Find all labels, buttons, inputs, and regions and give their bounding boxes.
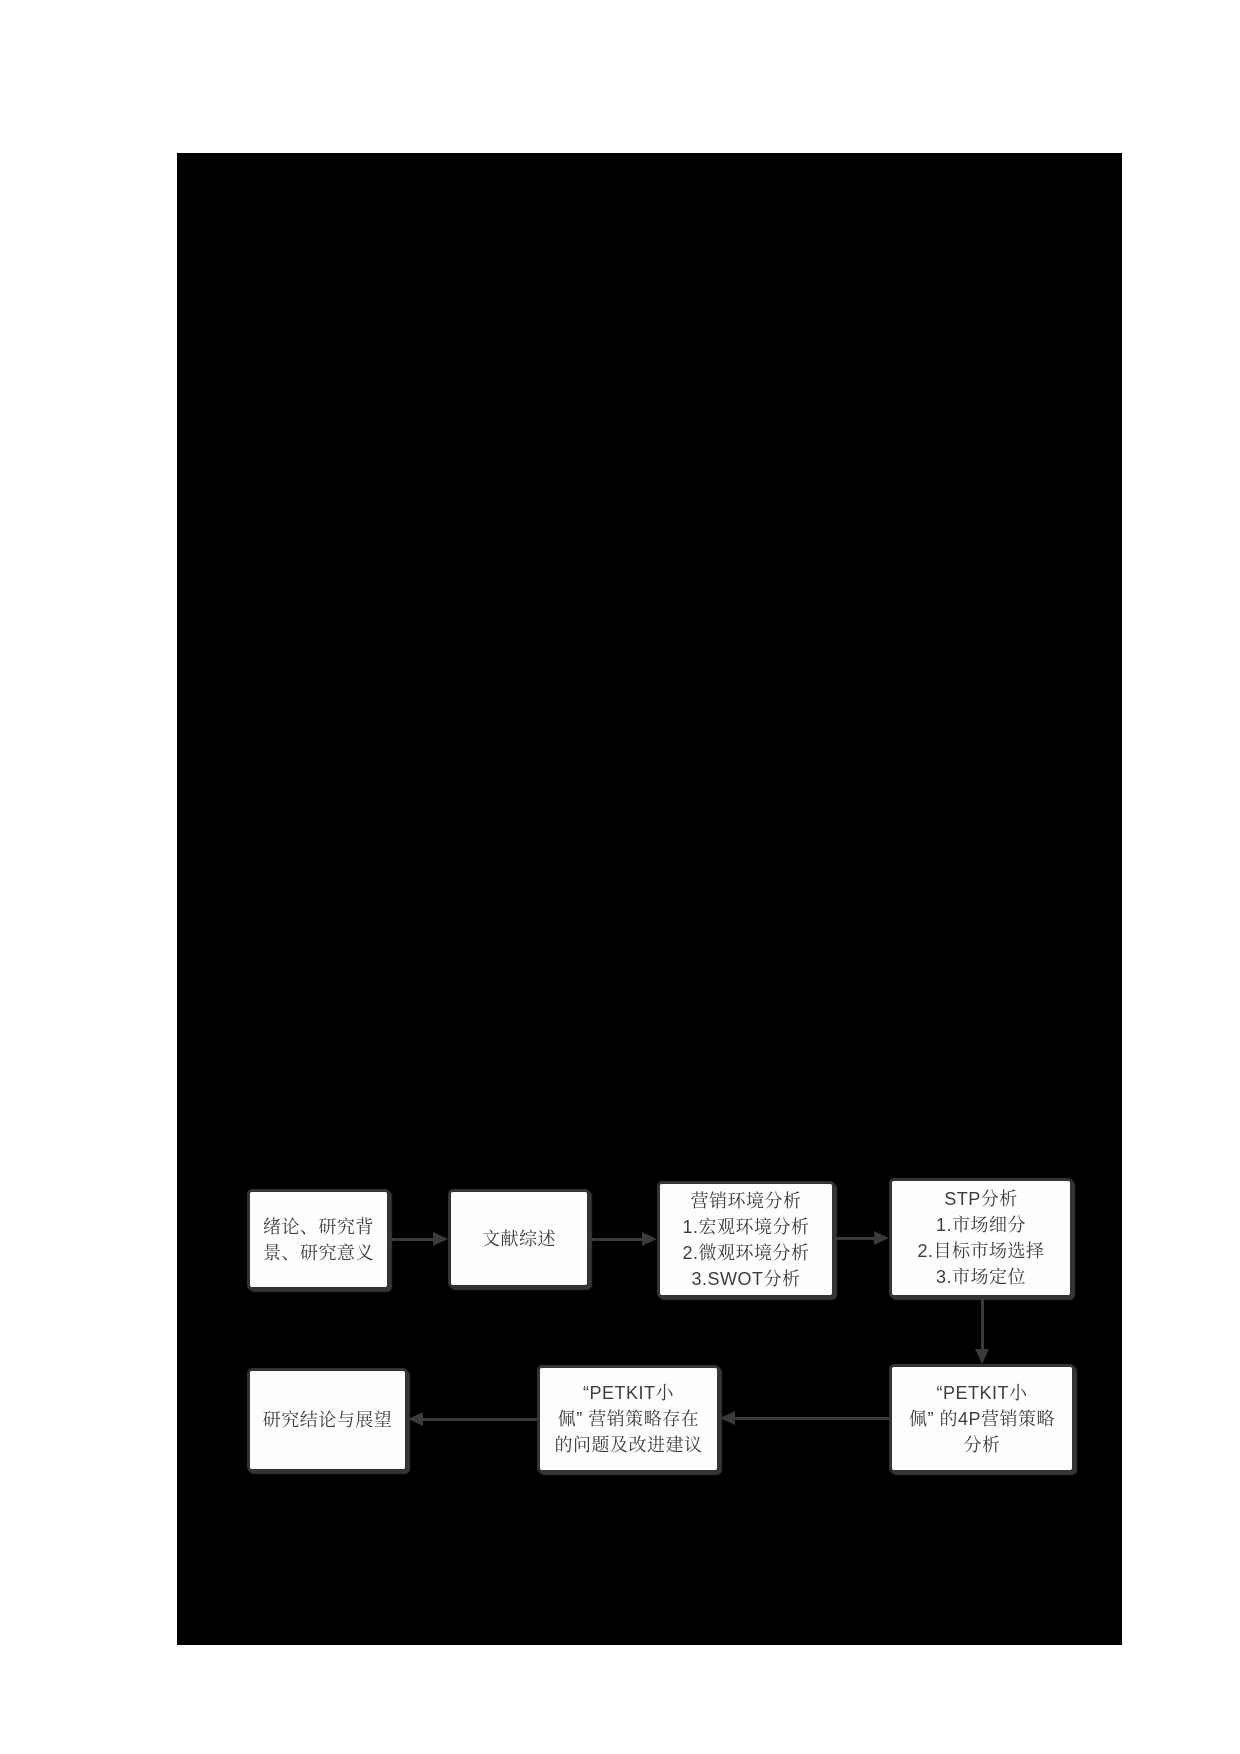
flow-box-problems-suggestions-line-3: 的问题及改进建议 (554, 1435, 703, 1455)
figure-image (177, 153, 1122, 1645)
flow-box-stp-analysis-line-4: 3.市场定位 (935, 1267, 1026, 1287)
flow-box-literature-review (448, 1189, 590, 1288)
arrow-head-right-icon (642, 1232, 657, 1246)
flow-box-problems-suggestions-line-1: “PETKIT小 (582, 1383, 674, 1403)
arrow-environment-to-stp (835, 1231, 889, 1246)
flow-box-marketing-environment-line-1: 营销环境分析 (690, 1190, 802, 1211)
flow-box-problems-suggestions (537, 1365, 720, 1473)
arrow-head-right-icon (433, 1232, 448, 1246)
flow-box-4p-strategy-line-1: “PETKIT小 (936, 1382, 1028, 1403)
flow-box-intro-line-2: 景、研究意义 (263, 1242, 374, 1263)
flow-box-stp-analysis (889, 1178, 1073, 1298)
arrow-literature-to-environment (590, 1232, 657, 1247)
arrow-head-down-icon (975, 1349, 989, 1364)
arrow-intro-to-literature (390, 1232, 448, 1247)
flow-box-stp-analysis-line-2: 1.市场细分 (935, 1215, 1026, 1235)
flow-box-stp-analysis-line-3: 2.目标市场选择 (917, 1241, 1045, 1261)
arrow-shaft (390, 1238, 435, 1241)
flow-box-stp-analysis-line-1: STP分析 (944, 1189, 1018, 1209)
flow-box-problems-suggestions-line-2: 佩” 营销策略存在 (557, 1409, 700, 1429)
arrow-problems-to-conclusion (408, 1412, 537, 1427)
arrow-4p-to-problems (720, 1411, 889, 1426)
flow-box-conclusion-line-1: 研究结论与展望 (262, 1410, 393, 1430)
flow-box-4p-strategy-line-2: 佩” 的4P营销策略 (908, 1408, 1055, 1429)
flow-box-intro (247, 1189, 390, 1290)
arrow-head-right-icon (874, 1231, 889, 1245)
arrow-shaft (835, 1237, 876, 1240)
flow-box-marketing-environment (657, 1181, 835, 1298)
flow-box-marketing-environment-line-2: 1.宏观环境分析 (682, 1216, 810, 1237)
arrow-head-left-icon (408, 1412, 423, 1426)
arrow-head-left-icon (720, 1411, 735, 1425)
arrow-shaft (733, 1417, 889, 1420)
flow-box-literature-review-line-1: 文献综述 (482, 1228, 556, 1249)
flow-box-conclusion (247, 1368, 408, 1472)
arrow-stp-to-4p (975, 1298, 990, 1364)
flow-box-4p-strategy (889, 1364, 1075, 1473)
arrow-shaft (421, 1418, 537, 1421)
flow-box-marketing-environment-line-3: 2.微观环境分析 (682, 1242, 810, 1263)
flow-box-intro-line-1: 绪论、研究背 (263, 1216, 374, 1237)
arrow-shaft (590, 1238, 644, 1241)
flow-box-4p-strategy-line-3: 分析 (963, 1434, 1001, 1455)
arrow-shaft (981, 1298, 984, 1351)
flow-box-marketing-environment-line-4: 3.SWOT分析 (691, 1268, 801, 1289)
